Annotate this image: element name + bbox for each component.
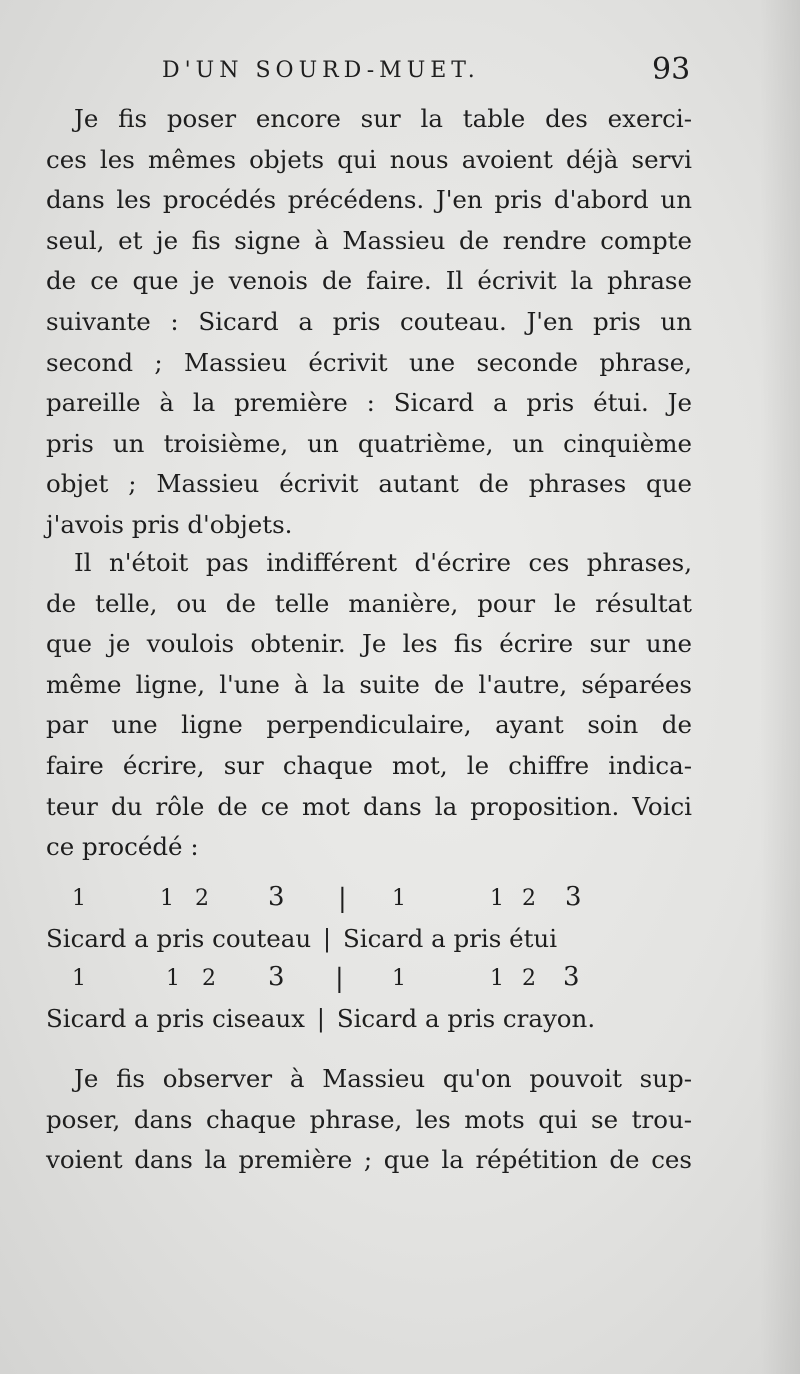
separator-bar: | bbox=[316, 1004, 326, 1033]
role-number: 3 bbox=[563, 962, 580, 992]
text-line: par une ligne perpendiculaire, ayant soin de bbox=[46, 710, 692, 740]
sentence-right: Sicard a pris crayon. bbox=[336, 1004, 596, 1033]
separator-bar: | bbox=[335, 964, 344, 994]
role-number: 2 bbox=[202, 966, 216, 991]
text-line: ce procédé : bbox=[46, 832, 199, 862]
role-numbers-row-2 bbox=[0, 962, 800, 996]
example-sentence-row-2 bbox=[46, 1004, 595, 1033]
text-line: teur du rôle de ce mot dans la proposition. Voici bbox=[46, 791, 692, 821]
text-line: poser, dans chaque phrase, les mots qui se trou- bbox=[46, 1104, 692, 1134]
paragraph-2 bbox=[46, 543, 692, 868]
page-edge-shadow bbox=[760, 0, 800, 1374]
paragraph-1 bbox=[46, 99, 692, 546]
text-line: ces les mêmes objets qui nous avoient déjà servi bbox=[46, 144, 692, 174]
text-line: second ; Massieu écrivit une seconde phrase, bbox=[46, 347, 692, 377]
role-number: 1 bbox=[160, 886, 174, 911]
example-sentence-row-1 bbox=[46, 924, 557, 953]
running-head: D'UN SOURD-MUET. bbox=[162, 58, 480, 83]
text-line: Je fis poser encore sur la table des exerci- bbox=[74, 104, 692, 133]
role-number: 3 bbox=[268, 962, 285, 992]
role-number: 3 bbox=[268, 882, 285, 912]
separator-bar: | bbox=[322, 924, 332, 953]
text-line: voient dans la première ; que la répétition de ces bbox=[46, 1145, 692, 1175]
text-line: de ce que je venois de faire. Il écrivit la phrase bbox=[46, 266, 692, 296]
sentence-left: Sicard a pris ciseaux bbox=[46, 1004, 305, 1033]
role-numbers-row-1 bbox=[0, 882, 800, 916]
text-line: que je voulois obtenir. Je les fis écrire sur une bbox=[46, 629, 692, 659]
sentence-left: Sicard a pris couteau bbox=[46, 924, 312, 953]
text-line: pris un troisième, un quatrième, un cinquième bbox=[46, 428, 692, 458]
role-number: 1 bbox=[72, 966, 86, 991]
role-number: 1 bbox=[490, 886, 504, 911]
role-number: 1 bbox=[392, 966, 406, 991]
role-number: 1 bbox=[490, 966, 504, 991]
role-number: 1 bbox=[392, 886, 406, 911]
role-number: 1 bbox=[166, 966, 180, 991]
text-line: pareille à la première : Sicard a pris étui. Je bbox=[46, 388, 692, 418]
paragraph-3 bbox=[46, 1059, 692, 1181]
role-number: 2 bbox=[195, 886, 209, 911]
text-line: dans les procédés précédens. J'en pris d'abord un bbox=[46, 185, 692, 215]
role-number: 3 bbox=[565, 882, 582, 912]
text-line: de telle, ou de telle manière, pour le résultat bbox=[46, 588, 692, 618]
text-line: même ligne, l'une à la suite de l'autre, séparées bbox=[46, 669, 692, 699]
page-number: 93 bbox=[652, 52, 691, 87]
text-line: seul, et je fis signe à Massieu de rendre compte bbox=[46, 225, 692, 255]
role-number: 2 bbox=[522, 886, 536, 911]
text-line: Je fis observer à Massieu qu'on pouvoit sup- bbox=[74, 1064, 692, 1093]
role-number: 1 bbox=[72, 886, 86, 911]
role-number: 2 bbox=[522, 966, 536, 991]
sentence-right: Sicard a pris étui bbox=[342, 924, 558, 953]
text-line: objet ; Massieu écrivit autant de phrases que bbox=[46, 469, 692, 499]
text-line: faire écrire, sur chaque mot, le chiffre indica- bbox=[46, 750, 692, 780]
separator-bar: | bbox=[338, 884, 347, 914]
text-line: j'avois pris d'objets. bbox=[46, 509, 293, 539]
text-line: Il n'étoit pas indifférent d'écrire ces phrases, bbox=[74, 548, 692, 577]
text-line: suivante : Sicard a pris couteau. J'en pris un bbox=[46, 306, 692, 336]
